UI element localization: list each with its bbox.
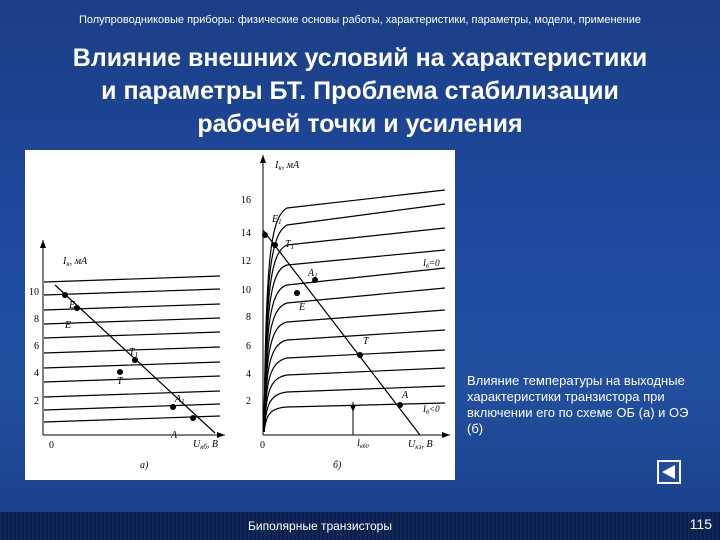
left-curve [44, 404, 220, 410]
left-y-arrow [40, 240, 46, 248]
right-point-t [357, 352, 363, 358]
return-icon [659, 462, 679, 482]
left-panel-letter: а) [140, 460, 149, 471]
right-point-e [294, 290, 300, 296]
slide-title-line-2: и параметры БТ. Проблема стабилизации [101, 77, 619, 105]
right-cutoff-label: $I_б<0$ [423, 404, 440, 416]
left-curve [44, 332, 220, 338]
right-curve [264, 288, 445, 432]
slide-title-line-1: Влияние внешних условий на характеристики [72, 44, 648, 72]
right-point-e1 [262, 232, 268, 238]
right-y-arrow [260, 155, 266, 163]
right-ytick: 14 [241, 228, 251, 239]
right-point-label: A [402, 390, 409, 401]
characteristics-figure [25, 150, 455, 480]
left-point-label: $A_1$ [175, 394, 185, 406]
footer-title: Биполярные транзисторы [248, 519, 392, 533]
figure-caption: Влияние температуры на выходные характеристики транзистора при включении его по схеме ОБ (а) и ОЭ (б) [467, 373, 689, 436]
right-ytick: 2 [246, 396, 251, 407]
left-point-e1 [62, 292, 68, 298]
left-x-label: $U_{кб}$, В [193, 439, 218, 451]
left-ytick: 4 [34, 368, 39, 379]
right-panel-letter: б) [333, 460, 342, 471]
right-y-label: $I_к$, мА [275, 160, 300, 172]
left-ytick: 8 [34, 314, 39, 325]
right-ytick: 16 [241, 195, 251, 206]
right-origin: 0 [260, 440, 265, 451]
right-curve [264, 330, 445, 432]
left-curve [44, 289, 220, 295]
right-ytick: 6 [246, 341, 251, 352]
right-curve [264, 310, 445, 432]
right-curve [264, 350, 445, 432]
right-point-a [397, 402, 403, 408]
right-point-t1 [272, 242, 278, 248]
return-button[interactable] [657, 460, 681, 484]
left-x-arrow [217, 432, 225, 438]
left-point-label: A [171, 430, 178, 441]
left-curve [44, 276, 220, 282]
right-curve [264, 386, 445, 432]
right-ytick: 12 [241, 256, 251, 267]
page-number: 115 [689, 516, 712, 532]
left-origin: 0 [49, 440, 54, 451]
header-bar [0, 0, 720, 40]
figure-panel [25, 150, 455, 480]
left-point-label: $E_1$ [69, 300, 79, 312]
right-ytick: 8 [246, 312, 251, 323]
right-x-label: $U_{кэ}$, В [408, 439, 433, 451]
header-subtitle: Полупроводниковые приборы: физические основы работы, характеристики, параметры, модели, применение [78, 14, 642, 26]
right-ytick: 4 [246, 369, 251, 380]
left-point-label: E [65, 320, 72, 331]
right-x-arrow [442, 432, 450, 438]
left-point-label: T [117, 376, 123, 387]
slide-title-line-3: рабочей точки и усиления [197, 110, 523, 138]
right-curves [264, 190, 445, 432]
left-point-a [190, 415, 196, 421]
right-ik0-arrow [350, 405, 356, 412]
left-curve [44, 362, 220, 368]
left-ytick: 2 [34, 396, 39, 407]
left-chart [29, 240, 225, 471]
right-point-label: $E_1$ [272, 214, 282, 226]
left-ytick: 6 [34, 341, 39, 352]
right-curve [264, 368, 445, 432]
left-point-t [117, 369, 123, 375]
right-ik0-label: $I_{кб0}$ [357, 438, 369, 450]
right-point-label: $A_1$ [308, 268, 318, 280]
slide-title [10, 42, 710, 141]
left-curve [44, 376, 220, 382]
right-curve-label: $I_б=0$ [423, 258, 440, 270]
left-ytick: 10 [29, 287, 39, 298]
left-curve [44, 391, 220, 397]
left-y-label: $I_к$, мА [63, 256, 88, 268]
right-chart [241, 155, 450, 471]
right-curve [264, 190, 445, 432]
right-ytick: 10 [241, 285, 251, 296]
right-point-label: E [299, 302, 306, 313]
right-point-label: $T_1$ [285, 239, 295, 251]
left-point-label: $T_1$ [129, 347, 139, 359]
right-point-label: T [363, 336, 369, 347]
